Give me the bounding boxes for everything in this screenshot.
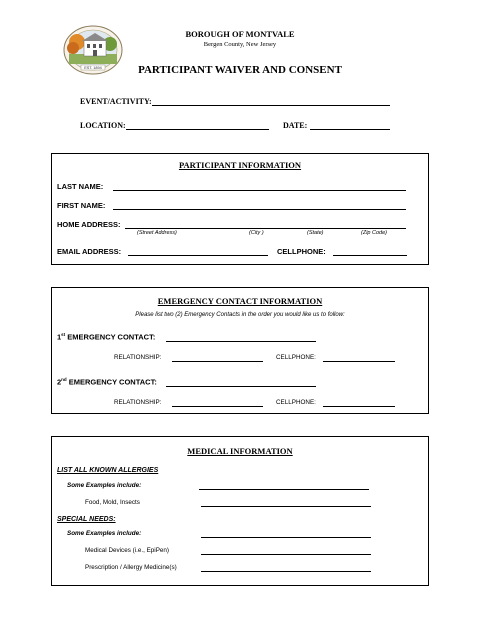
state-hint: (State) <box>307 230 324 236</box>
needs-example-2: Prescription / Allergy Medicine(s) <box>85 564 177 571</box>
event-label: EVENT/ACTIVITY: <box>80 97 152 106</box>
last-name-label: LAST NAME: <box>57 182 104 191</box>
cellphone1-field[interactable] <box>323 361 395 362</box>
cellphone2-label: CELLPHONE: <box>276 399 316 406</box>
special-needs-field-1[interactable] <box>201 537 371 538</box>
seal-text: EST. 1894 <box>84 66 102 70</box>
date-label: DATE: <box>283 121 308 130</box>
needs-example-1: Medical Devices (i.e., EpiPen) <box>85 547 169 554</box>
event-field[interactable] <box>152 105 390 106</box>
contact2-suffix: nd <box>61 377 67 382</box>
medical-title: MEDICAL INFORMATION <box>187 446 293 456</box>
emergency-section <box>51 287 429 414</box>
contact2-field[interactable] <box>166 386 316 387</box>
participant-section <box>51 153 429 265</box>
last-name-field[interactable] <box>113 190 406 191</box>
allergy-example: Food, Mold, Insects <box>85 499 140 506</box>
emergency-title: EMERGENCY CONTACT INFORMATION <box>157 296 323 306</box>
relationship1-field[interactable] <box>172 361 263 362</box>
first-name-field[interactable] <box>113 209 406 210</box>
contact1-number: 1 <box>57 332 62 342</box>
special-needs-heading: SPECIAL NEEDS: <box>57 516 116 523</box>
contact2-label <box>57 377 157 387</box>
special-needs-field-3[interactable] <box>201 571 371 572</box>
emergency-instruction: Please list two (2) Emergency Contacts in the order you would like us to follow: <box>135 312 345 318</box>
participant-title: PARTICIPANT INFORMATION <box>178 160 302 170</box>
cellphone2-field[interactable] <box>323 406 395 407</box>
email-field[interactable] <box>128 255 268 256</box>
allergies-field-1[interactable] <box>199 489 369 490</box>
relationship1-label: RELATIONSHIP: <box>114 354 162 361</box>
location-field[interactable] <box>126 129 269 130</box>
needs-examples-label: Some Examples include: <box>67 530 142 537</box>
contact1-suffix: st <box>61 332 66 337</box>
special-needs-field-2[interactable] <box>201 554 371 555</box>
first-name-label: FIRST NAME: <box>57 201 106 210</box>
city-hint: (City ) <box>249 230 264 236</box>
relationship2-label: RELATIONSHIP: <box>114 399 162 406</box>
zip-hint: (Zip Code) <box>361 230 387 236</box>
contact1-label <box>57 332 155 342</box>
contact2-text: EMERGENCY CONTACT: <box>66 377 157 387</box>
relationship2-field[interactable] <box>172 406 263 407</box>
county-name: Bergen County, New Jersey <box>203 41 277 48</box>
home-address-label: HOME ADDRESS: <box>57 220 121 229</box>
home-address-field[interactable] <box>125 228 406 229</box>
contact1-text: EMERGENCY CONTACT: <box>65 332 156 342</box>
medical-section <box>51 436 429 586</box>
contact1-field[interactable] <box>166 341 316 342</box>
allergies-heading: LIST ALL KNOWN ALLERGIES <box>57 467 159 474</box>
location-label: LOCATION: <box>80 121 126 130</box>
allergy-examples-label: Some Examples include: <box>67 482 142 489</box>
date-field[interactable] <box>310 129 390 130</box>
allergies-field-2[interactable] <box>201 506 371 507</box>
cellphone-field[interactable] <box>333 255 407 256</box>
street-hint: (Street Address) <box>137 230 177 236</box>
cellphone1-label: CELLPHONE: <box>276 354 316 361</box>
email-label: EMAIL ADDRESS: <box>57 247 122 256</box>
borough-seal <box>62 24 124 76</box>
form-title: PARTICIPANT WAIVER AND CONSENT <box>138 64 342 76</box>
cellphone-label: CELLPHONE: <box>277 247 326 256</box>
contact2-number: 2 <box>57 377 62 387</box>
borough-name: BOROUGH OF MONTVALE <box>185 29 295 39</box>
